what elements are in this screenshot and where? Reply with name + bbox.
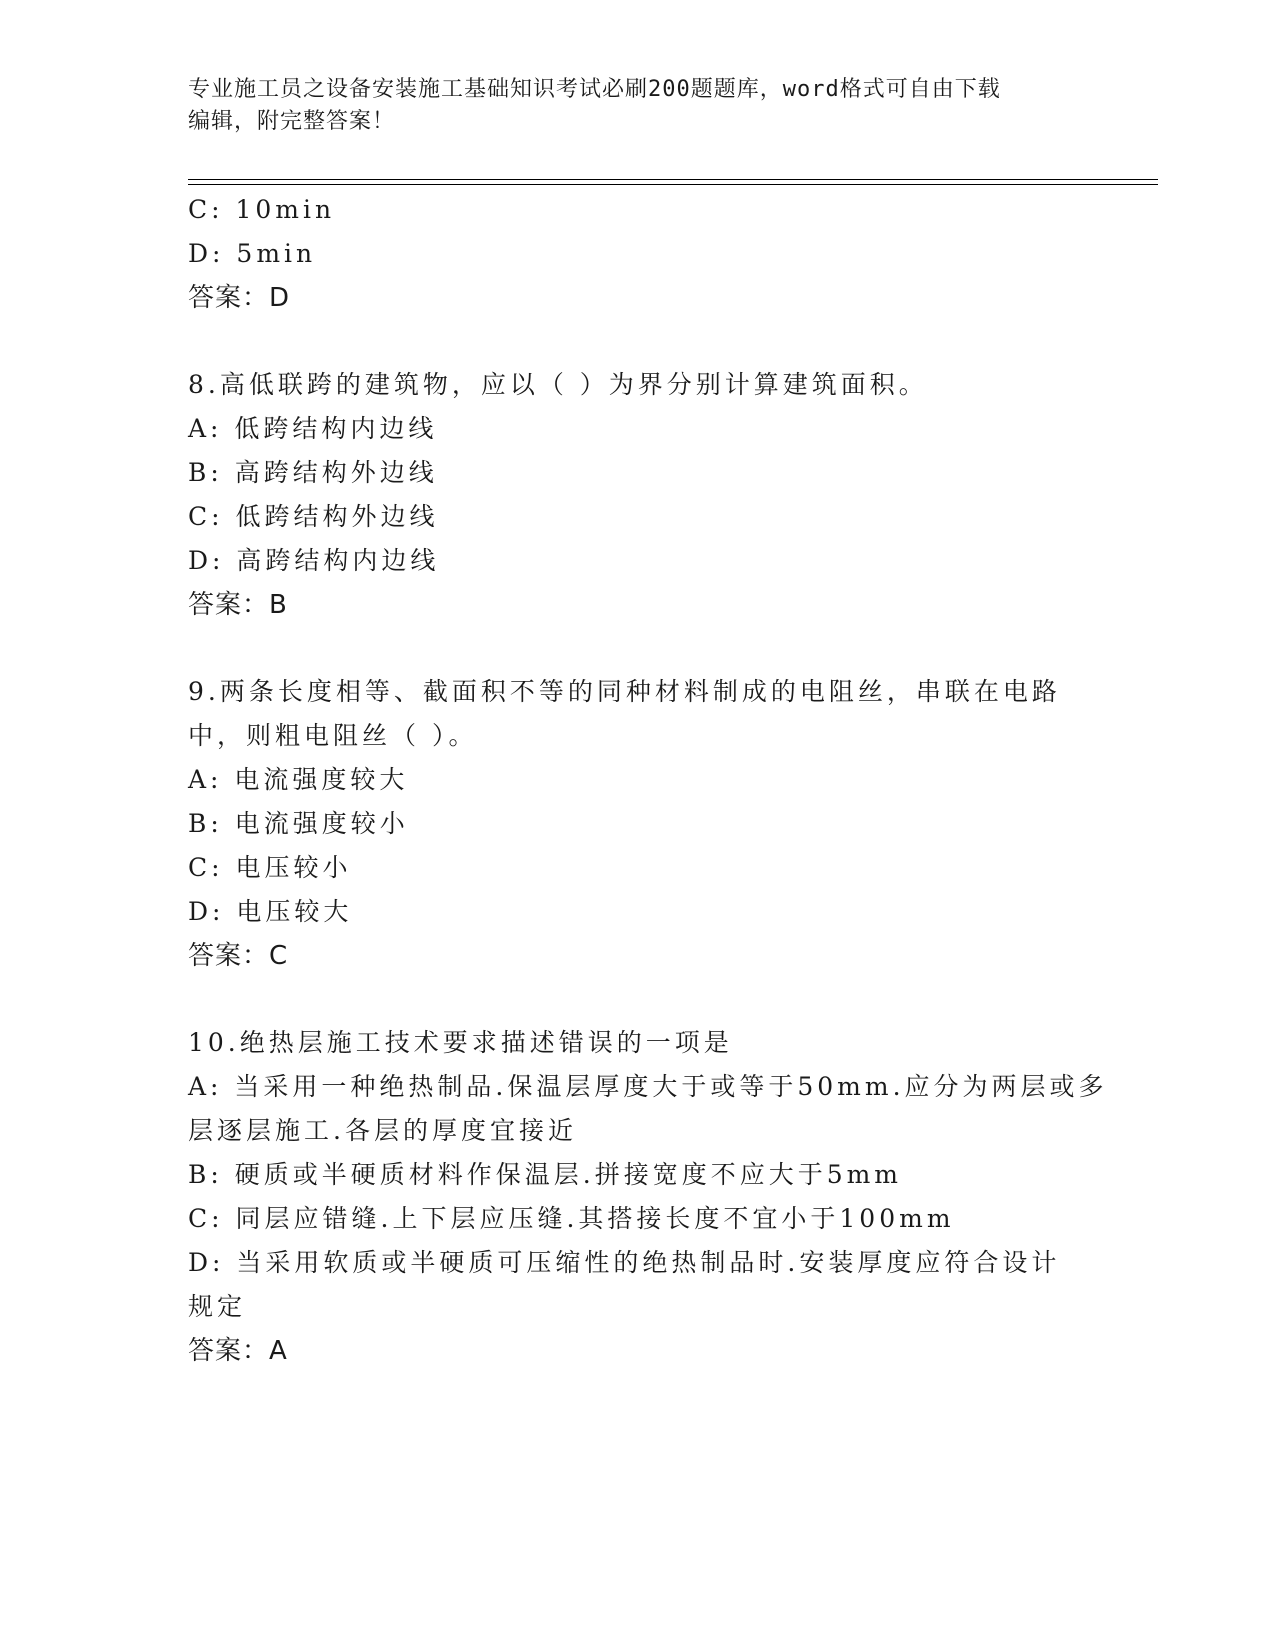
document-header <box>188 74 1068 138</box>
q8-stem: 8.高低联跨的建筑物，应以（ ）为界分别计算建筑面积。 <box>188 370 928 399</box>
q8-option-a: A: 低跨结构内边线 <box>188 414 438 443</box>
q8-answer: 答案：B <box>188 590 288 620</box>
q8-option-b: B: 高跨结构外边线 <box>188 458 438 487</box>
q8-option-d: D: 高跨结构内边线 <box>188 546 440 575</box>
q10-option-c: C: 同层应错缝.上下层应压缝.其搭接长度不宜小于100mm <box>188 1204 955 1233</box>
q10-answer: 答案：A <box>188 1336 288 1366</box>
q9-option-d: D: 电压较大 <box>188 897 353 926</box>
q9-option-b: B: 电流强度较小 <box>188 809 409 838</box>
q9-option-a: A: 电流强度较大 <box>188 765 409 794</box>
q10-option-d-line-1: D: 当采用软质或半硬质可压缩性的绝热制品时.安装厚度应符合设计 <box>188 1248 1061 1277</box>
header-title-line-1: 专业施工员之设备安装施工基础知识考试必刷200题题库，word格式可自由下载 <box>188 77 1001 102</box>
q9-stem-line-1: 9.两条长度相等、截面积不等的同种材料制成的电阻丝，串联在电路 <box>188 677 1061 706</box>
q8-option-c: C: 低跨结构外边线 <box>188 502 439 531</box>
header-divider-bottom <box>188 184 1158 185</box>
q10-option-a-line-2: 层逐层施工.各层的厚度宜接近 <box>188 1116 577 1145</box>
q7-option-d: D: 5min <box>188 239 317 268</box>
q9-answer: 答案：C <box>188 941 289 971</box>
q7-option-c: C: 10min <box>188 195 336 224</box>
q10-option-d-line-2: 规定 <box>188 1292 247 1321</box>
q10-option-b: B: 硬质或半硬质材料作保温层.拼接宽度不应大于5mm <box>188 1160 903 1189</box>
q9-stem-line-2: 中，则粗电阻丝（ ）。 <box>188 721 478 750</box>
header-title-line-2: 编辑，附完整答案！ <box>188 109 396 134</box>
header-divider-top <box>188 179 1158 180</box>
q7-answer: 答案：D <box>188 283 291 313</box>
q9-option-c: C: 电压较小 <box>188 853 352 882</box>
q10-option-a-line-1: A: 当采用一种绝热制品.保温层厚度大于或等于50mm.应分为两层或多 <box>188 1072 1108 1101</box>
q10-stem: 10.绝热层施工技术要求描述错误的一项是 <box>188 1028 733 1057</box>
